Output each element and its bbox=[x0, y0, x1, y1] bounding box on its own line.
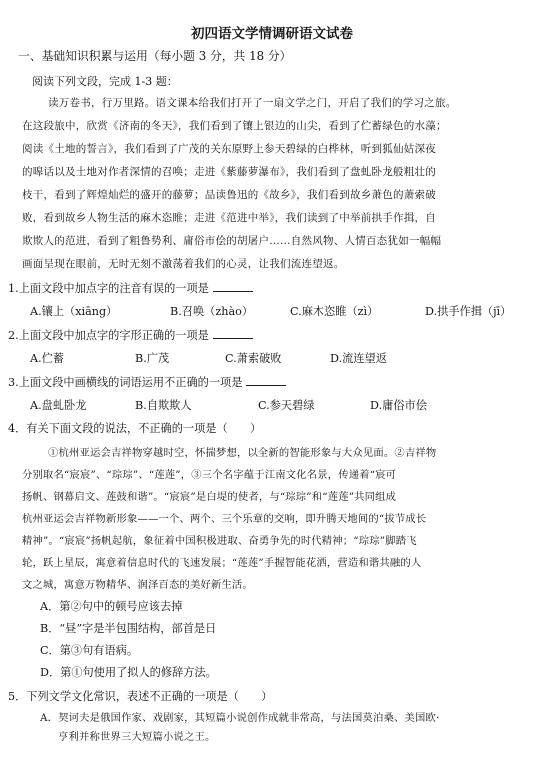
answer-blank bbox=[213, 329, 253, 339]
passage-line: ①杭州亚运会吉祥物穿越时空，怀揣梦想，以全新的智能形象与大众见面。②吉祥物 bbox=[48, 447, 437, 459]
passage-line: 阅读《土地的誓言》，我们看到了广茂的关东原野上参天碧绿的白桦林，听到狐仙姑深夜 bbox=[22, 143, 436, 155]
passage-line: 的嗥话以及土地对作者深情的召唤；走进《紫藤萝瀑布》，我们看到了盘虬卧龙般粗壮的 bbox=[22, 166, 436, 178]
option: A.盘虬卧龙 bbox=[30, 399, 87, 412]
option: C．第③句有语病。 bbox=[40, 644, 139, 657]
option: B.广茂 bbox=[135, 352, 170, 365]
question-2-stem: 2.上面文段中加点字的字形正确的一项是 bbox=[8, 329, 209, 342]
option: D．第①句使用了拟人的修辞方法。 bbox=[40, 666, 217, 679]
option: D.流连望返 bbox=[330, 352, 387, 365]
passage-line: 在这段旅中，欣赏《济南的冬天》，我们看到了镶上银边的山尖，看到了伫蓄绿色的水藻； bbox=[22, 120, 447, 132]
option: A．第②句中的顿号应该去掉 bbox=[40, 600, 183, 613]
instructions: 阅读下列文段，完成 1-3 题： bbox=[32, 75, 178, 88]
passage-line: 枝干，看到了辉煌灿烂的盛开的藤萝；品读鲁迅的《故乡》，我们看到故乡萧色的萧索破 bbox=[22, 189, 436, 201]
passage-line: 读万卷书，行万里路。语文课本给我们打开了一扇文学之门，开启了我们的学习之旅。 bbox=[48, 97, 457, 109]
option: D.拱手作揖（jī） bbox=[425, 305, 512, 318]
question-stem bbox=[8, 374, 286, 390]
section-heading: 一、基础知识积累与运用（每小题 3 分，共 18 分） bbox=[18, 49, 292, 63]
exam-title: 初四语文学情调研语文试卷 bbox=[191, 26, 353, 42]
passage-line: 扬帆、钢幕启文、莲鼓和谐”。“宸宸”是白堤的使者，与“琮琮”和“莲莲”共同组成 bbox=[22, 491, 397, 503]
option: A.伫蓄 bbox=[30, 352, 65, 365]
question-stem bbox=[8, 327, 253, 343]
passage-line: 欺欺人的范进，看到了粗鲁势利、庸俗市侩的胡屠户……自然风物、人情百态犹如一幅幅 bbox=[22, 235, 442, 247]
passage-line: 轮，跃上星辰，寓意着信息时代的飞速发展；“莲莲”手握智能花洒，营造和谐共融的人 bbox=[22, 557, 422, 569]
passage-line: 精神”。“宸宸”扬帆起航，象征着中国积极进取、奋勇争先的时代精神；“琮琮”脚踏飞 bbox=[22, 535, 417, 547]
option: C.参天碧绿 bbox=[258, 399, 315, 412]
option: D.庸俗市侩 bbox=[370, 399, 427, 412]
option: A．契诃夫是俄国作家、戏剧家，其短篇小说创作成就非常高，与法国莫泊桑、美国欧· bbox=[40, 712, 440, 724]
passage-line: 文之城，寓意万物精华、润泽百态的美好新生活。 bbox=[22, 579, 253, 591]
passage-line: 画面呈现在眼前，无时无刻不激荡着我们的心灵，让我们流连望返。 bbox=[22, 258, 345, 270]
option-continued: 亨利并称世界三大短篇小说之王。 bbox=[58, 731, 216, 743]
option: C.萧索破败 bbox=[225, 352, 282, 365]
question-3-stem: 3.上面文段中画横线的词语运用不正确的一项是 bbox=[8, 376, 243, 389]
option: B．“昼”字是半包围结构，部首是日 bbox=[40, 622, 217, 635]
answer-blank bbox=[213, 282, 253, 292]
option: C.麻木恣睢（zì） bbox=[290, 305, 379, 318]
option: B.自欺欺人 bbox=[135, 399, 192, 412]
question-1-stem: 1.上面文段中加点字的注音有误的一项是 bbox=[8, 282, 209, 295]
question-4-stem: 4．有关下面文段的说法，不正确的一项是（ ） bbox=[8, 422, 262, 435]
option: B.召唤（zhào） bbox=[170, 305, 254, 318]
answer-blank bbox=[246, 376, 286, 386]
question-stem bbox=[8, 280, 253, 296]
question-5-stem: 5．下列文学文化常识，表述不正确的一项是（ ） bbox=[8, 690, 273, 703]
passage-line: 杭州亚运会吉祥物新形象——一个、两个、三个乐章的交响，即升腾天地间的“拔节成长 bbox=[22, 513, 427, 525]
passage-line: 败，看到故乡人物生活的麻木恣睢；走进《范进中举》，我们读到了中举前拱手作揖，自 bbox=[22, 212, 436, 224]
option: A.镶上（xiāng） bbox=[30, 305, 118, 318]
passage-line: 分别取名“宸宸”、“琮琮”、“莲莲”，③三个名字蕴于江南文化名景，传递着“宸可 bbox=[22, 469, 397, 481]
